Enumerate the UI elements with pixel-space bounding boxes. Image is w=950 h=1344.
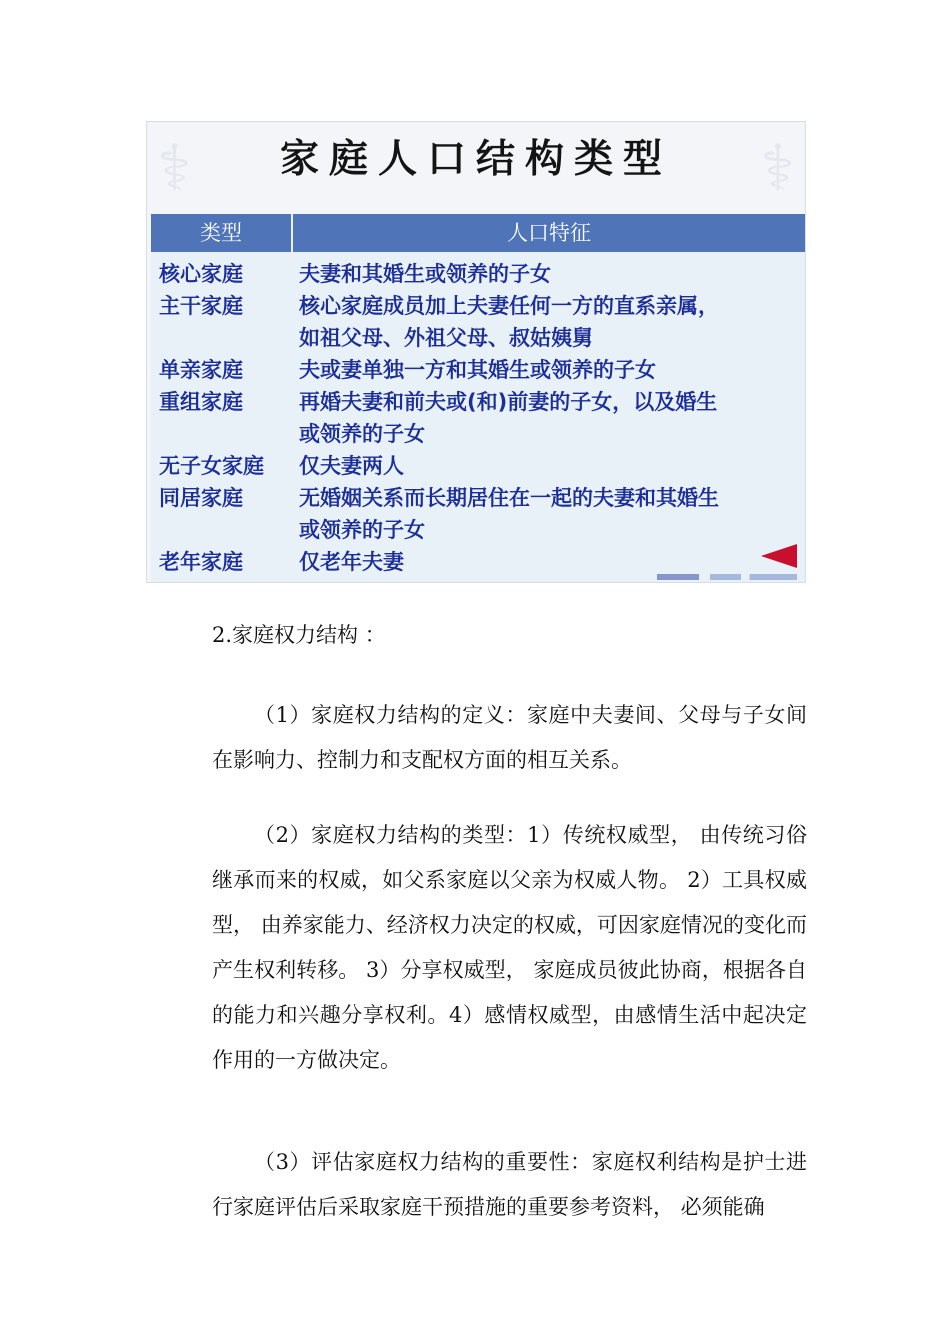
table-row	[151, 258, 805, 290]
table-row	[151, 290, 805, 354]
caduceus-watermark-icon: ⚕	[760, 132, 795, 206]
header-type: 类型	[151, 214, 293, 252]
feature-line: 无婚姻关系而长期居住在一起的夫妻和其婚生	[299, 486, 719, 510]
row-feature	[293, 450, 805, 482]
feature-line: 仅老年夫妻	[299, 550, 404, 574]
feature-line: 再婚夫妻和前夫或(和)前妻的子女，以及婚生	[299, 390, 718, 414]
feature-line: 核心家庭成员加上夫妻任何一方的直系亲属，	[299, 294, 719, 318]
row-type: 老年家庭	[159, 550, 243, 574]
row-feature	[293, 290, 805, 354]
row-type: 重组家庭	[159, 390, 243, 414]
table-row	[151, 386, 805, 450]
feature-line: 夫妻和其婚生或领养的子女	[299, 262, 551, 286]
table-body	[151, 258, 805, 578]
paragraph-definition: （1）家庭权力结构的定义：家庭中夫妻间、父母与子女间在影响力、控制力和支配权方面的相互关系。	[212, 703, 807, 772]
feature-line: 或领养的子女	[299, 422, 425, 446]
slide-title: 家庭人口结构类型	[279, 137, 672, 182]
table-row	[151, 482, 805, 546]
caduceus-watermark-icon: ⚕	[157, 132, 192, 206]
feature-line: 如祖父母、外祖父母、叔姑姨舅	[299, 326, 593, 350]
family-type-table	[151, 214, 805, 582]
slide-footer-logo	[657, 574, 797, 580]
table-row	[151, 354, 805, 386]
paragraph-types: （2）家庭权力结构的类型：1）传统权威型， 由传统习俗继承而来的权威，如父系家庭以父亲为权威人物。 2）工具权威型， 由养家能力、经济权力决定的权威，可因家庭情况的变化而产生权利转移。 3）分享权威型， 家庭成员彼此协商，根据各自的能力和兴趣分享权利。4）感情权威型，由感情生活中起决定作用的一方做决定。	[212, 823, 807, 1072]
row-feature	[293, 354, 805, 386]
row-type: 核心家庭	[159, 262, 243, 286]
paragraph-importance: （3）评估家庭权力结构的重要性：家庭权利结构是护士进行家庭评估后采取家庭干预措施的重要参考资料， 必须能确	[212, 1150, 807, 1219]
section-heading: 2.家庭权力结构 ：	[212, 623, 386, 647]
row-feature	[293, 258, 805, 290]
row-type: 同居家庭	[159, 486, 243, 510]
feature-line: 或领养的子女	[299, 518, 425, 542]
table-row	[151, 450, 805, 482]
row-feature	[293, 386, 805, 450]
back-arrow-icon	[761, 544, 797, 568]
row-feature	[293, 482, 805, 546]
row-type: 无子女家庭	[159, 454, 264, 478]
slide-image	[146, 121, 806, 583]
feature-line: 夫或妻单独一方和其婚生或领养的子女	[299, 358, 656, 382]
row-type: 单亲家庭	[159, 358, 243, 382]
header-feature: 人口特征	[507, 221, 591, 245]
row-type: 主干家庭	[159, 294, 243, 318]
table-header	[151, 214, 805, 252]
feature-line: 仅夫妻两人	[299, 454, 404, 478]
